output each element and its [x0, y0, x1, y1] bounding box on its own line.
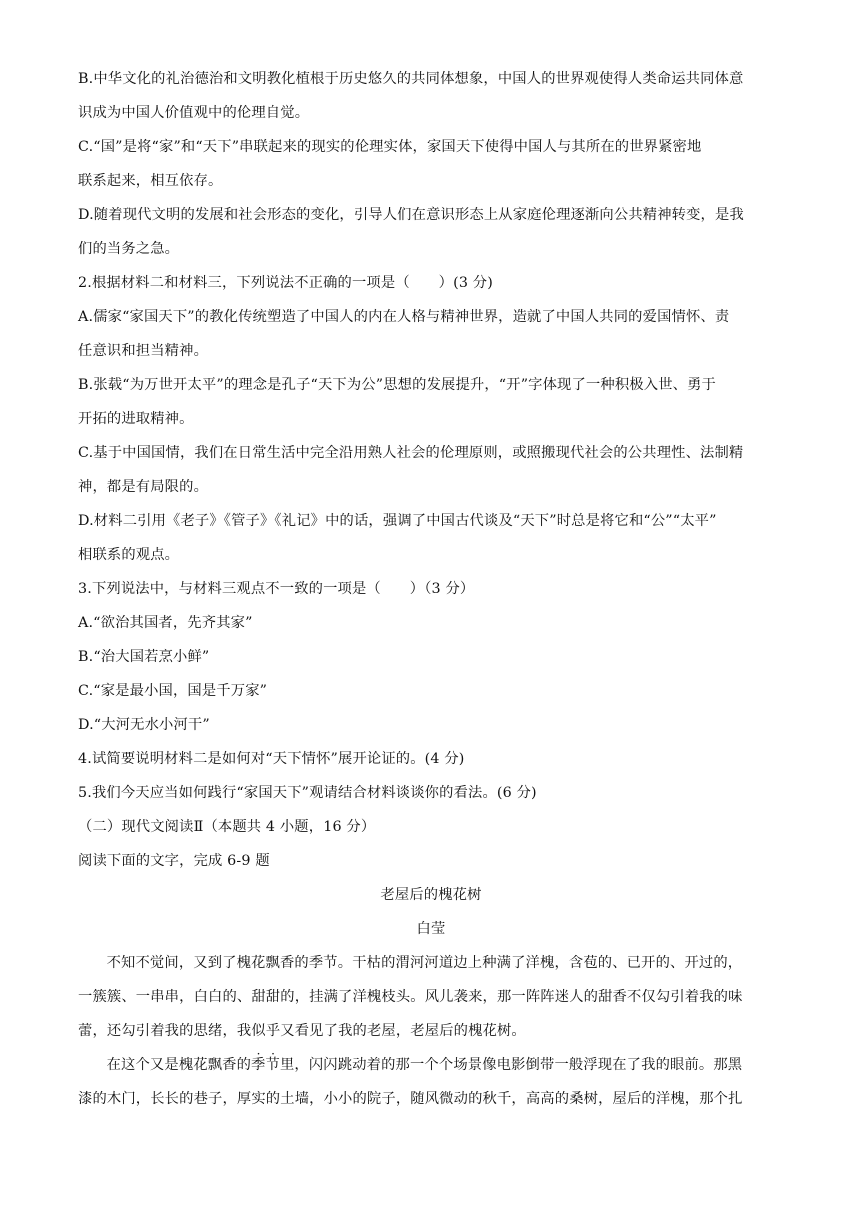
emphasis-char-2: 乎 — [265, 1023, 281, 1039]
option-d2-line2: 相联系的观点。 — [78, 547, 180, 563]
option-a2-line1: A.儒家“家国天下”的教化传统塑造了中国人的内在人格与精神世界，造就了中国人共同的爱国情怀、责 — [78, 309, 730, 325]
option-b1-line2: 识成为中国人价值观中的伦理自觉。 — [78, 105, 310, 121]
question-4: 4.试简要说明材料二是如何对“天下情怀”展开论证的。(4 分) — [78, 751, 465, 767]
question-2: 2.根据材料二和材料三，下列说法不正确的一项是（ ）(3 分) — [78, 275, 493, 291]
option-b3: B.“治大国若烹小鲜” — [78, 649, 210, 665]
article-author: 白莹 — [416, 921, 446, 937]
paragraph-2-line2: 漆的木门，长长的巷子，厚实的土墙，小小的院子，随风微动的秋千，高高的桑树，屋后的洋槐，那个扎 — [78, 1091, 743, 1107]
option-a3: A.“欲治其国者，先齐其家” — [78, 615, 253, 631]
option-c1-line2: 联系起来，相互依存。 — [78, 173, 223, 189]
option-b2-line1: B.张载“为万世开太平”的理念是孔子“天下为公”思想的发展提升，“开”字体现了一种积极入世、勇于 — [78, 377, 716, 393]
section-heading: （二）现代文阅读Ⅱ（本题共 4 小题，16 分） — [78, 819, 376, 835]
option-c2-line2: 神，都是有局限的。 — [78, 479, 209, 495]
paragraph-1-line2: 一簇簇、一串串，白白的、甜甜的，挂满了洋槐枝头。风儿袭来，那一阵阵迷人的甜香不仅勾引着我的味 — [78, 989, 743, 1005]
question-3: 3.下列说法中，与材料三观点不一致的一项是（ ）（3 分） — [78, 581, 475, 597]
option-d2-line1: D.材料二引用《老子》《管子》《礼记》中的话，强调了中国古代谈及“天下”时总是将它和“公”“太平” — [78, 513, 717, 529]
option-a2-line2: 任意识和担当精神。 — [78, 343, 209, 359]
paragraph-1-line1: 不知不觉间，又到了槐花飘香的季节。干枯的渭河河道边上种满了洋槐，含苞的、已开的、开过的， — [106, 955, 743, 971]
option-d3: D.“大河无水小河干” — [78, 717, 210, 733]
question-5: 5.我们今天应当如何践行“家国天下”观请结合材料谈谈你的看法。(6 分) — [78, 785, 537, 801]
option-b2-line2: 开拓的进取精神。 — [78, 411, 194, 427]
emphasis-char-1: 似 — [251, 1023, 266, 1039]
reading-instruction: 阅读下面的文字，完成 6-9 题 — [78, 853, 270, 869]
option-c1-line1: C.“国”是将“家”和“天下”串联起来的现实的伦理实体，家国天下使得中国人与其所在的世界紧密地 — [78, 139, 702, 155]
option-c3: C.“家是最小国，国是千万家” — [78, 683, 268, 699]
paragraph-2-line1: 在这个又是槐花飘香的季节里，闪闪跳动着的那一个个场景像电影倒带一般浮现在了我的眼前。那黑 — [106, 1057, 743, 1073]
document-page — [78, 62, 784, 1116]
article-title: 老屋后的槐花树 — [380, 887, 482, 903]
p1-line3-post: 又看见了我的老屋，老屋后的槐花树。 — [280, 1023, 526, 1039]
option-b1-line1: B.中华文化的礼治德治和文明教化植根于历史悠久的共同体想象，中国人的世界观使得人类命运共同体意 — [78, 71, 744, 87]
option-d1-line2: 们的当务之急。 — [78, 241, 180, 257]
p1-line3-pre: 蕾，还勾引着我的思绪，我 — [78, 1023, 252, 1039]
option-c2-line1: C.基于中国国情，我们在日常生活中完全沿用熟人社会的伦理原则，或照搬现代社会的公共理性、法制精 — [78, 445, 744, 461]
paragraph-1-line3 — [78, 1014, 784, 1048]
option-d1-line1: D.随着现代文明的发展和社会形态的变化，引导人们在意识形态上从家庭伦理逐渐向公共精神转变，是我 — [78, 207, 744, 223]
